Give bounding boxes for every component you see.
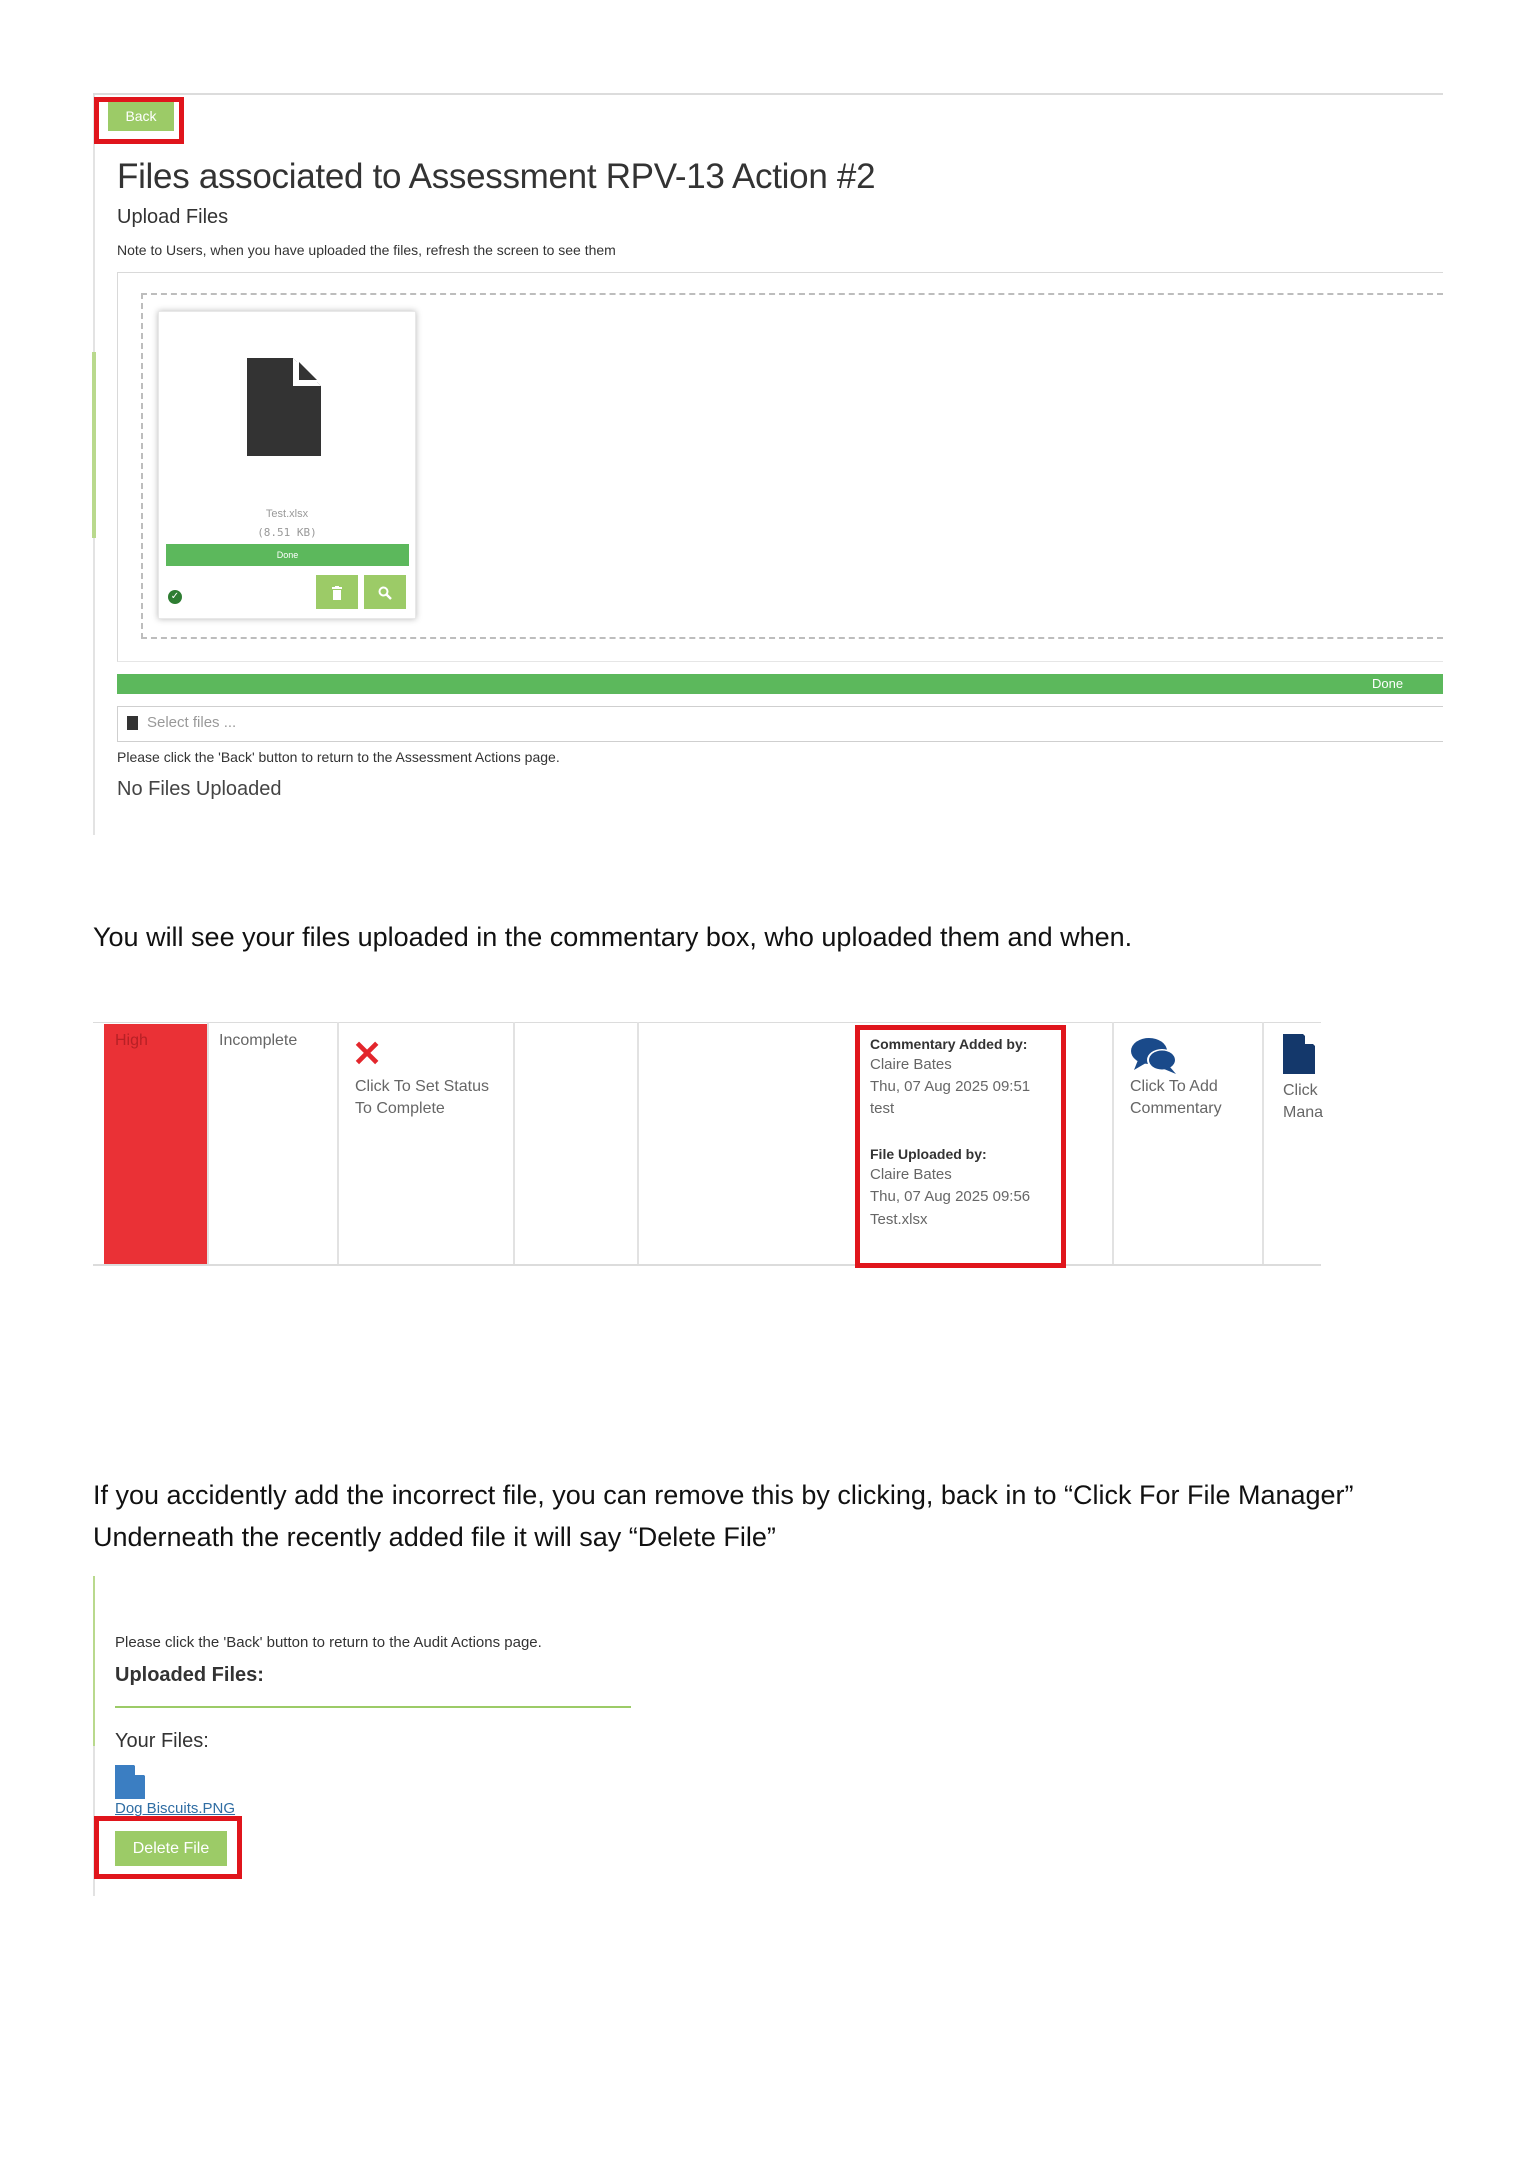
column-divider: [637, 1022, 639, 1264]
file-icon: [247, 358, 321, 461]
comments-icon[interactable]: [1130, 1036, 1180, 1081]
commentary-user: Claire Bates: [870, 1056, 952, 1073]
set-status-link[interactable]: [355, 1076, 489, 1120]
highlight-box: [94, 97, 184, 144]
add-commentary-link[interactable]: [1130, 1076, 1222, 1120]
file-icon: [115, 1765, 145, 1804]
progress-label: Done: [1372, 676, 1404, 691]
file-icon: [127, 716, 138, 730]
set-status-line: Click To Set Status: [355, 1078, 489, 1095]
instruction-paragraph: Underneath the recently added file it will say “Delete File”: [93, 1522, 776, 1552]
commentary-text: test: [870, 1100, 895, 1117]
column-divider: [207, 1022, 209, 1264]
help-text: Please click the 'Back' button to return to the Audit Actions page.: [115, 1634, 542, 1651]
upload-date: Thu, 07 Aug 2025 09:56: [870, 1188, 1031, 1205]
instruction-paragraph: You will see your files uploaded in the commentary box, who uploaded them and when.: [93, 922, 1133, 952]
file-manager-line: Mana: [1283, 1104, 1324, 1121]
select-files-placeholder: Select files ...: [147, 714, 237, 731]
divider: [93, 1022, 1321, 1023]
page-title: Files associated to Assessment RPV-13 Action #2: [117, 157, 876, 196]
commentary-label: Commentary Added by:: [870, 1036, 1028, 1052]
trash-icon: [331, 584, 343, 599]
zoom-icon: [378, 584, 392, 599]
file-manager-icon[interactable]: [1283, 1034, 1315, 1079]
back-button[interactable]: Back: [108, 101, 174, 131]
highlight-box: [94, 1816, 242, 1879]
page-subtitle: Upload Files: [117, 206, 229, 228]
instruction-paragraph: If you accidently add the incorrect file, you can remove this by clicking, back in to “Click For File Manager”: [93, 1480, 1354, 1510]
commentary-date: Thu, 07 Aug 2025 09:51: [870, 1078, 1031, 1095]
file-manager-line: Click: [1283, 1082, 1318, 1099]
column-divider: [1262, 1022, 1264, 1264]
delete-file-button[interactable]: Delete File: [115, 1831, 227, 1866]
file-name: Test.xlsx: [265, 508, 309, 520]
divider: [93, 1264, 1321, 1266]
uploaded-file-link[interactable]: Dog Biscuits.PNG: [115, 1800, 236, 1817]
close-icon[interactable]: ✕: [352, 1033, 383, 1074]
no-files-text: No Files Uploaded: [117, 778, 282, 800]
file-size: (8.51 KB): [257, 526, 317, 539]
your-files-label: Your Files:: [115, 1730, 209, 1752]
column-divider: [513, 1022, 515, 1264]
status-label: Incomplete: [219, 1032, 298, 1049]
help-text: Please click the 'Back' button to return to the Assessment Actions page.: [117, 749, 560, 765]
file-progress-bar: Done: [166, 544, 409, 566]
column-divider: [1112, 1022, 1114, 1264]
delete-file-button[interactable]: [316, 575, 358, 609]
priority-cell: [104, 1024, 207, 1264]
file-manager-link[interactable]: [1283, 1080, 1323, 1124]
zoom-file-button[interactable]: [364, 575, 406, 609]
upload-progress-bar: [117, 674, 1443, 694]
select-files-input[interactable]: [117, 706, 1443, 742]
check-icon: ✓: [168, 590, 182, 604]
set-status-line: To Complete: [355, 1100, 445, 1117]
upload-user: Claire Bates: [870, 1166, 952, 1183]
add-commentary-line: Commentary: [1130, 1100, 1222, 1117]
priority-label: High: [115, 1032, 148, 1049]
add-commentary-line: Click To Add: [1130, 1078, 1218, 1095]
accent-bar: [93, 1576, 95, 1746]
accent-bar: [92, 352, 96, 538]
uploaded-files-heading: Uploaded Files:: [115, 1664, 264, 1686]
divider: [115, 1706, 631, 1708]
user-note: Note to Users, when you have uploaded the files, refresh the screen to see them: [117, 242, 616, 258]
upload-label: File Uploaded by:: [870, 1146, 987, 1162]
divider: [93, 93, 1443, 95]
column-divider: [337, 1022, 339, 1264]
upload-file: Test.xlsx: [870, 1211, 928, 1228]
